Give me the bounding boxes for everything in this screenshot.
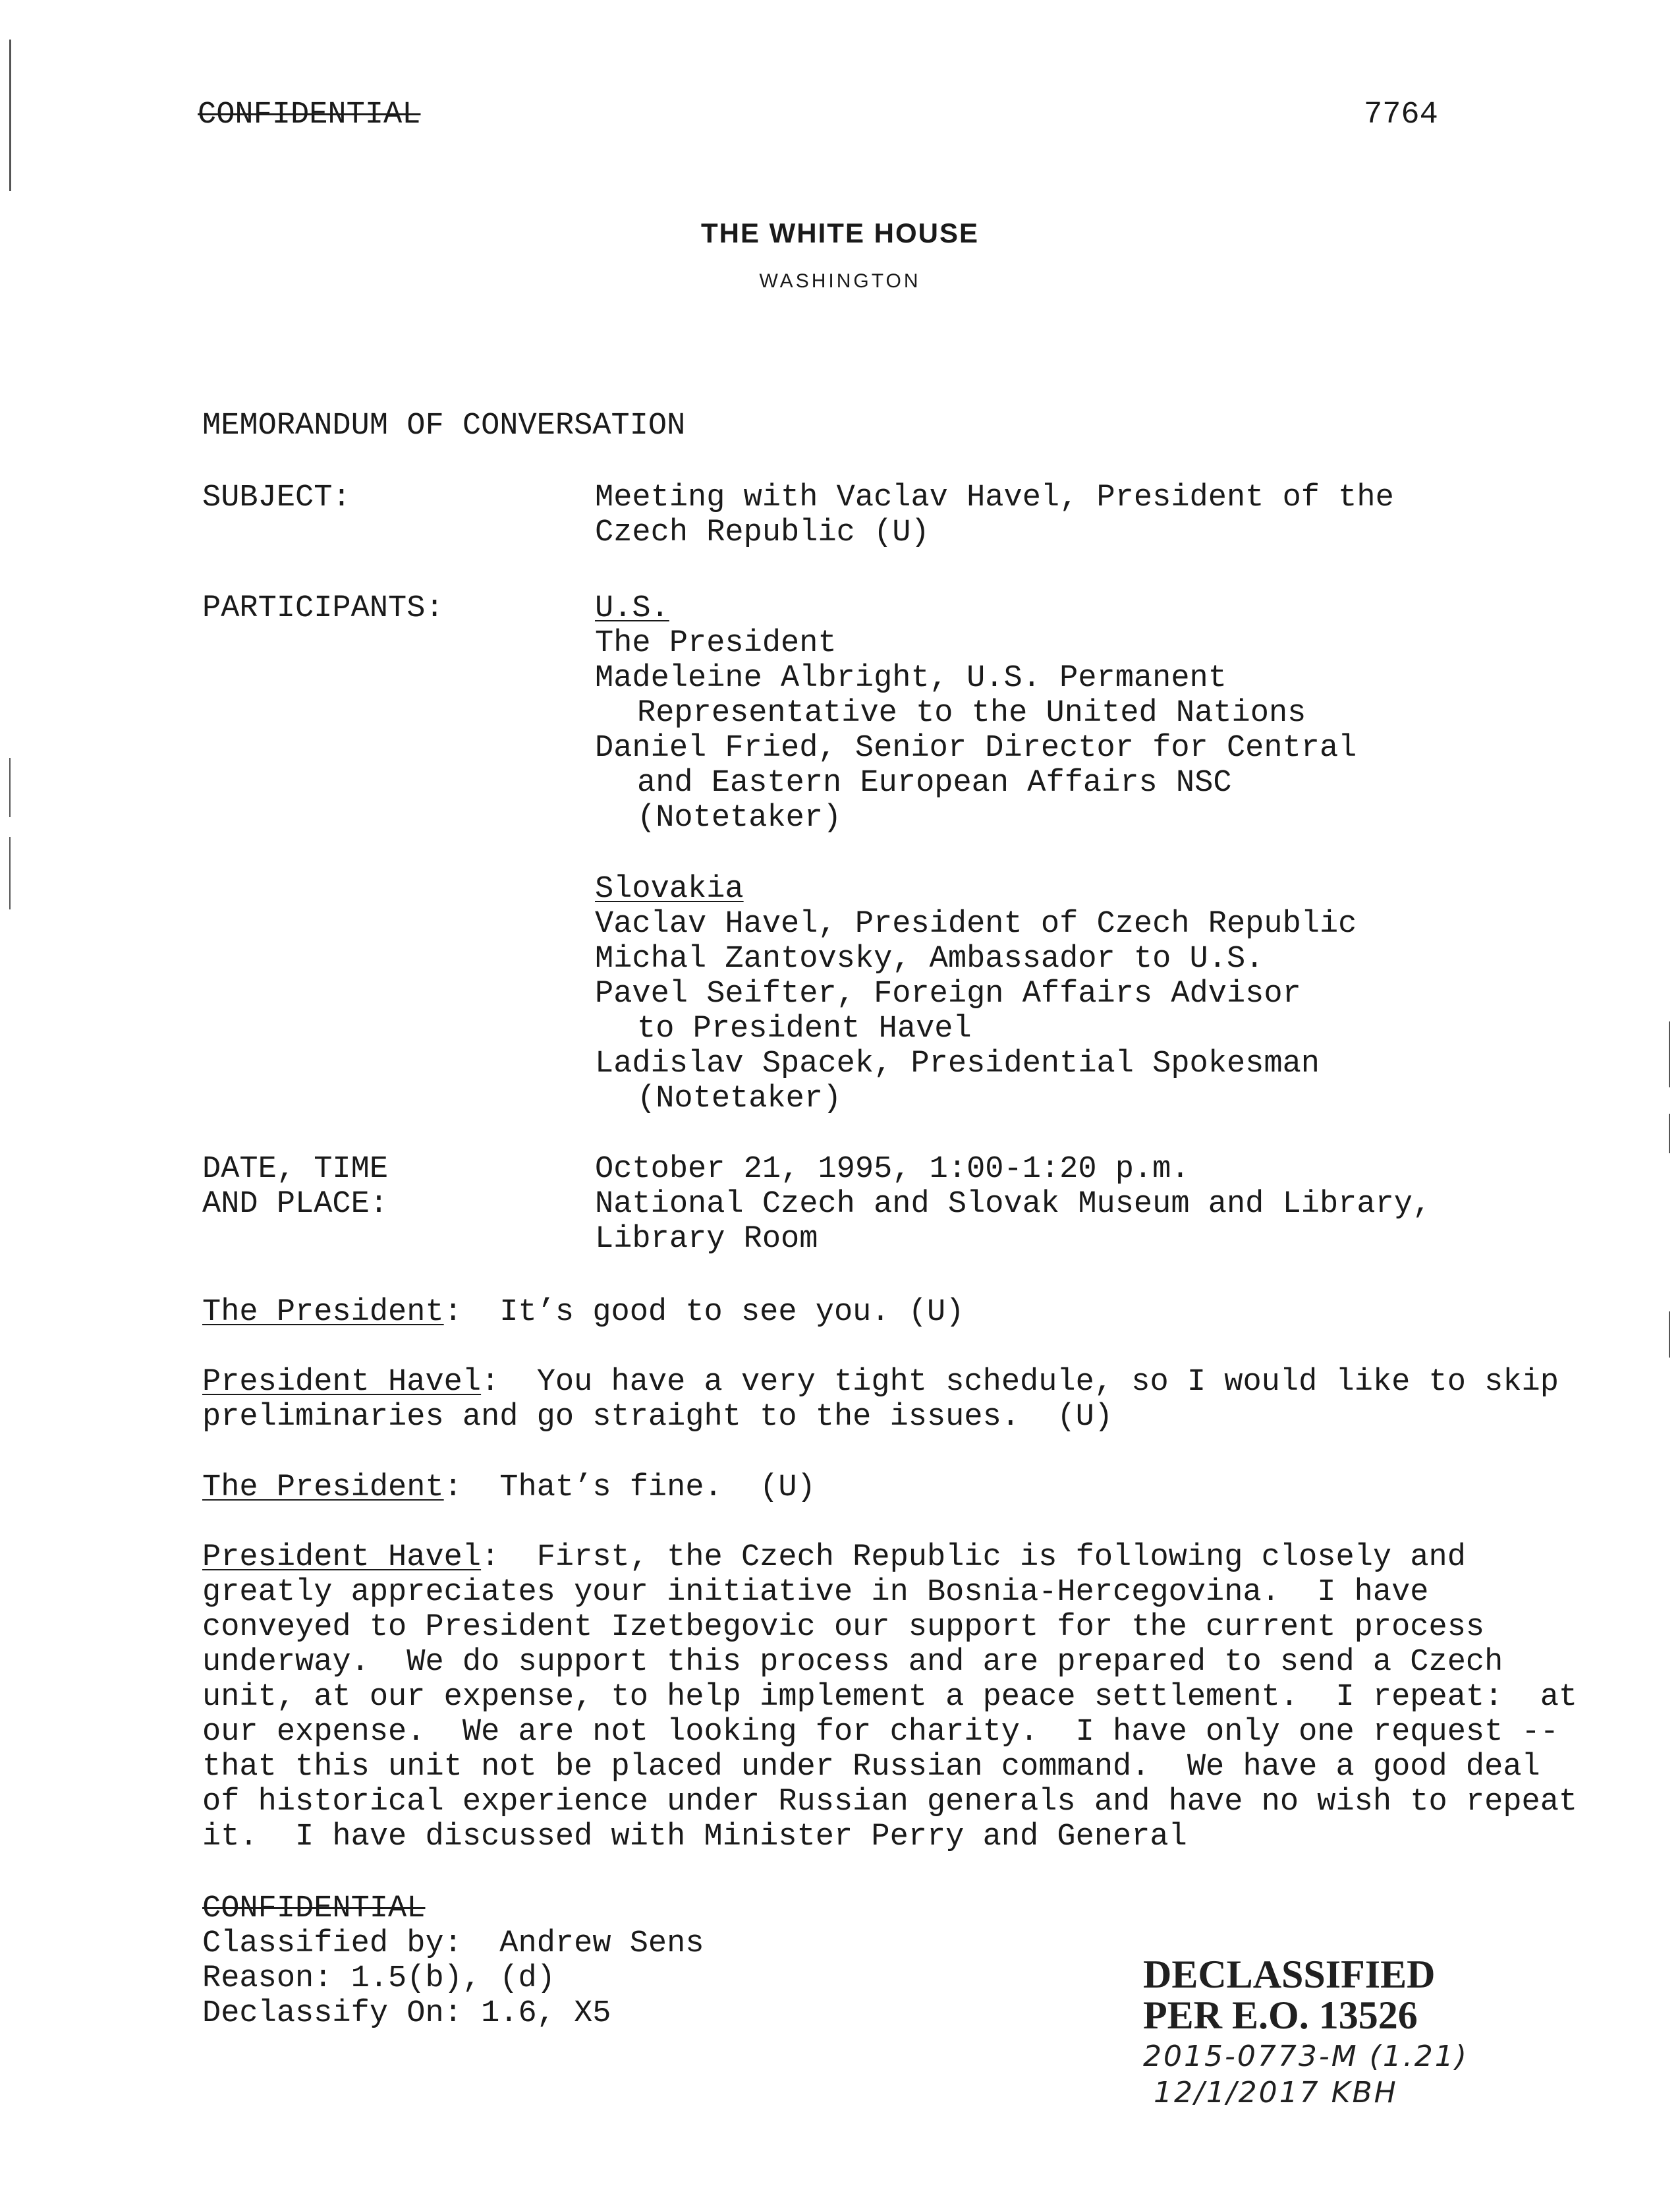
handwritten-case-number: 2015-0773-M (1.21): [1143, 2040, 1469, 2073]
subject-label: SUBJECT:: [202, 480, 351, 515]
scan-mark: [9, 837, 11, 909]
utterance: That’s fine. (U): [499, 1470, 816, 1505]
dialogue-paragraph: The President: It’s good to see you. (U): [202, 1295, 965, 1330]
date-line: National Czech and Slovak Museum and Library,: [595, 1187, 1432, 1222]
document-number: 7764: [1364, 98, 1438, 132]
speaker: The President: [202, 1470, 444, 1505]
speaker: President Havel: [202, 1540, 482, 1575]
us-heading: U.S.: [595, 591, 669, 626]
speaker: President Havel: [202, 1365, 482, 1400]
office-title: THE WHITE HOUSE: [700, 217, 979, 248]
classification-top: CONFIDENTIAL: [198, 98, 421, 132]
participant-continued: and Eastern European Affairs NSC: [637, 766, 1232, 801]
stamp-line: PER E.O. 13526: [1143, 1993, 1418, 2037]
participant: Michal Zantovsky, Ambassador to U.S.: [595, 942, 1264, 977]
subject-value: [595, 480, 1394, 550]
subject-line: Meeting with Vaclav Havel, President of the: [595, 480, 1394, 515]
participant: Vaclav Havel, President of Czech Republic: [595, 907, 1357, 942]
scan-mark: [1669, 1114, 1670, 1153]
date-value: [595, 1152, 1431, 1257]
date-line: Library Room: [595, 1222, 818, 1257]
utterance: You have a very tight schedule, so I would like to skip preliminaries and go straight to the issues. (U): [202, 1365, 1578, 1435]
participant: Ladislav Spacek, Presidential Spokesman: [595, 1046, 1320, 1081]
date-label-line: AND PLACE:: [202, 1187, 389, 1222]
participant-continued: to President Havel: [637, 1012, 972, 1046]
declassify-on: Declassify On: 1.6, X5: [202, 1996, 611, 2031]
participants-label: PARTICIPANTS:: [202, 591, 444, 626]
date-label: [202, 1152, 388, 1222]
participants-us: [595, 591, 1357, 836]
utterance: First, the Czech Republic is following closely and greatly appreciates your initiative in Bosnia-Hercegovina. I have conveyed to President Izetbegovic our support for the current process underway. We do support this process and are prepared to send a Czech unit, at our expense, to help implement a peace settlement. I repeat: at our expense. We are not looking for charity. I have only one request -- that this unit not be placed under Russian command. We have a good deal of historical experience under Russian generals and have no wish to repeat it. I have discussed with Minister Perry and General: [202, 1540, 1596, 1854]
foreign-heading: Slovakia: [595, 872, 744, 907]
classified-by-name: Andrew Sens: [499, 1926, 704, 1961]
stamp-line: DECLASSIFIED: [1143, 1953, 1436, 1996]
dialogue-paragraph: The President: That’s fine. (U): [202, 1470, 816, 1505]
handwritten-date-initials: 12/1/2017 KBH: [1154, 2076, 1398, 2109]
classified-by-label: Classified by:: [202, 1926, 462, 1961]
scan-mark: [9, 758, 11, 817]
participant-continued: Representative to the United Nations: [637, 696, 1306, 731]
dialogue-paragraph: President Havel: First, the Czech Republic is following closely and greatly appreciates your initiative in Bosnia-Hercegovina. I have conveyed to President Izetbegovic our support for the current process underway. We do support this process and are prepared to send a Czech unit, at our expense, to help implement a peace settlement. I repeat: at our expense. We are not looking for charity. I have only one request -- that this unit not be placed under Russian command. We have a good deal of historical experience under Russian generals and have no wish to repeat it. I have discussed with Minister Perry and General: [202, 1540, 1596, 1854]
scan-mark: [1669, 1311, 1670, 1358]
dialogue-paragraph: President Havel: You have a very tight schedule, so I would like to skip preliminaries and go straight to the issues. (U): [202, 1365, 1578, 1435]
classification-bottom: CONFIDENTIAL: [202, 1891, 426, 1926]
participant: Daniel Fried, Senior Director for Central: [595, 731, 1357, 766]
subject-line: Czech Republic (U): [595, 515, 930, 550]
participant-continued: (Notetaker): [637, 1081, 842, 1116]
participant: Madeleine Albright, U.S. Permanent: [595, 661, 1227, 696]
declassified-stamp: [1143, 1954, 1469, 2109]
participant: The President: [595, 626, 837, 661]
speaker: The President: [202, 1295, 444, 1330]
utterance: It’s good to see you. (U): [499, 1295, 965, 1330]
scan-mark: [9, 40, 11, 191]
classification-block: [202, 1891, 704, 2031]
memo-title: MEMORANDUM OF CONVERSATION: [202, 409, 686, 444]
participant: Pavel Seifter, Foreign Affairs Advisor: [595, 977, 1301, 1012]
participants-foreign: [595, 872, 1357, 1116]
date-line: October 21, 1995, 1:00-1:20 p.m.: [595, 1152, 1190, 1187]
participant-continued: (Notetaker): [637, 801, 842, 836]
office-city: WASHINGTON: [759, 270, 921, 292]
scan-mark: [1669, 1021, 1670, 1087]
reason: Reason: 1.5(b), (d): [202, 1961, 555, 1996]
date-label-line: DATE, TIME: [202, 1152, 389, 1187]
